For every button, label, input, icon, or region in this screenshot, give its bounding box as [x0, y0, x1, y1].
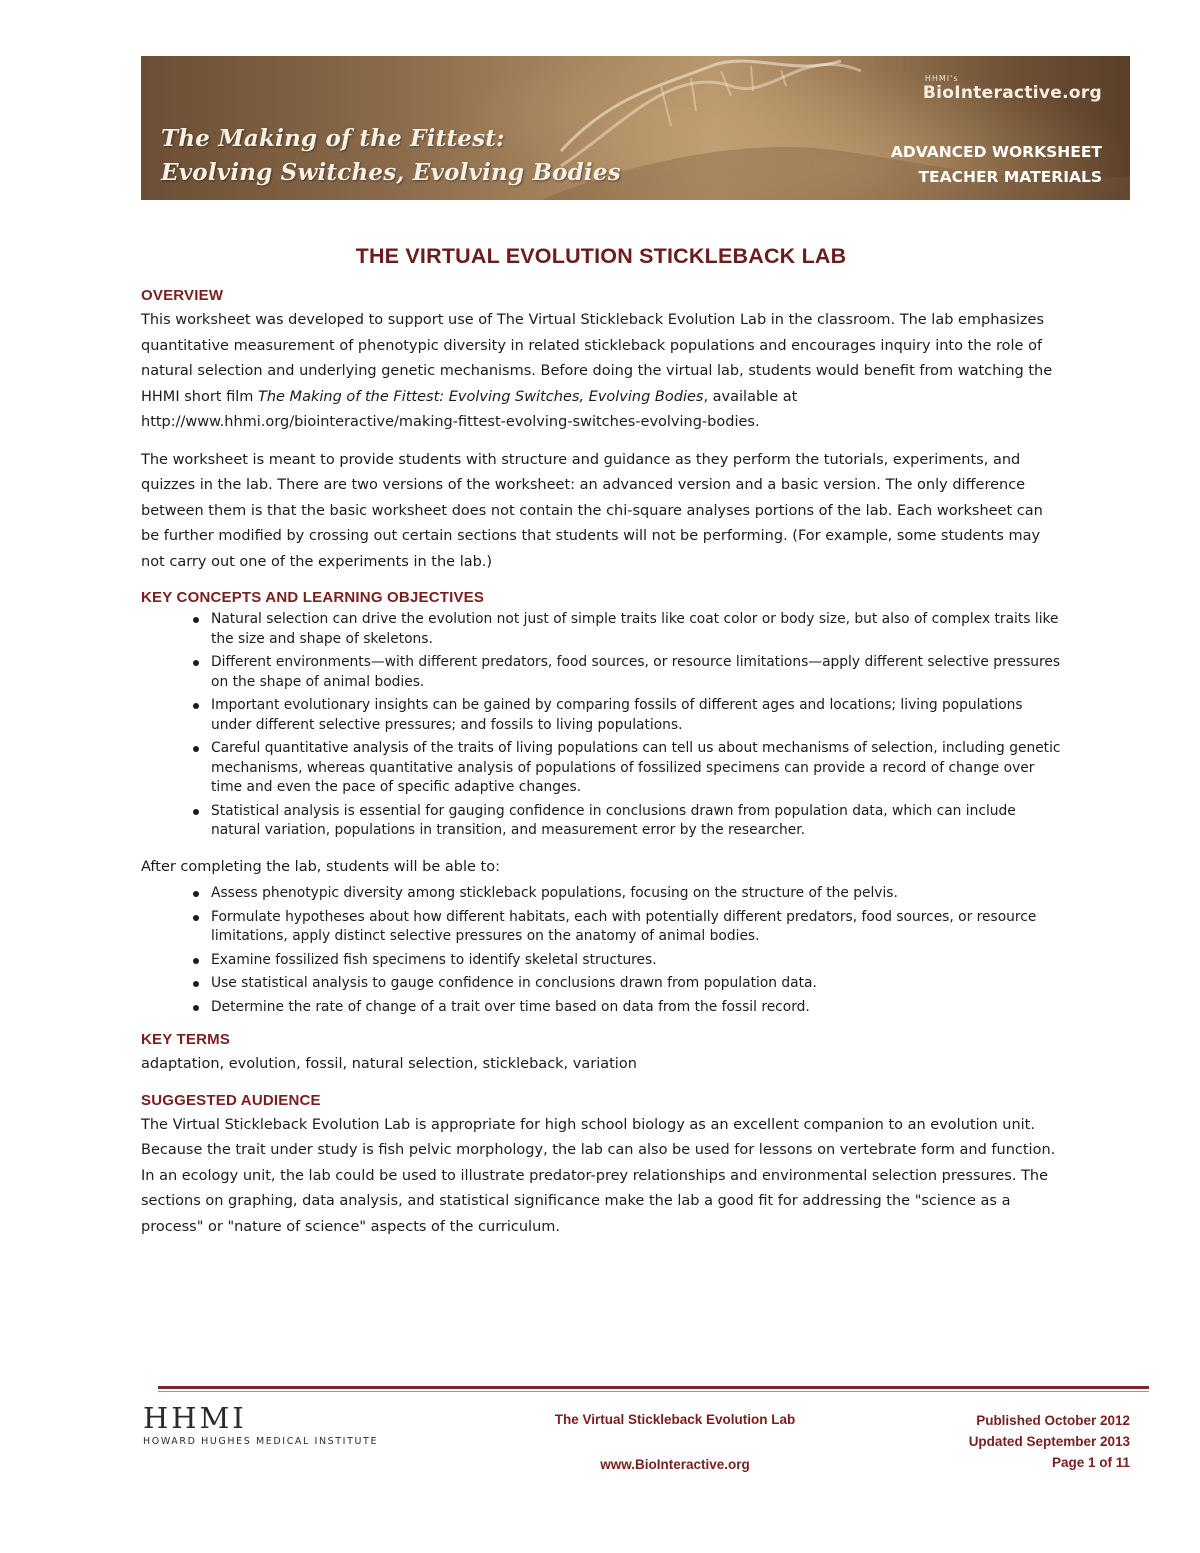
key-terms-text: adaptation, evolution, fossil, natural selection, stickleback, variation — [141, 1056, 637, 1072]
overview-p1-text-a: This worksheet was developed to support use of The Virtual Stickleback Evolution Lab in the classroom. The lab emphasizes quantitative measurement of phenotypic diversity in related stickleback populations and encourages inquiry into the role of natural selection and underlying genetic mechanisms. Before doing the virtual lab, students would benefit from watching the HHMI short film — [141, 312, 1053, 405]
hhmi-logo-text: HHMI — [143, 1401, 247, 1435]
key-concepts-heading: KEY CONCEPTS AND LEARNING OBJECTIVES — [141, 589, 485, 606]
audience-heading: SUGGESTED AUDIENCE — [141, 1091, 321, 1109]
footer-page-number: Page 1 of 11 — [1051, 1455, 1130, 1470]
list-item: Determine the rate of change of a trait over time based on data from the fossil record. — [193, 998, 1061, 1018]
footer-dates — [969, 1410, 1130, 1473]
hhmi-logo-subtext: HOWARD HUGHES MEDICAL INSTITUTE — [143, 1436, 379, 1447]
overview-p1-text-b: , available at http://www.hhmi.org/biointeractive/making-fittest-evolving-switches-evolving-bodies. — [141, 388, 798, 430]
objectives-intro: After completing the lab, students will be able to: — [141, 858, 500, 875]
header-banner — [141, 56, 1130, 200]
document-body — [141, 244, 1061, 1252]
logo-text: BioInteractive.org — [922, 83, 1102, 103]
worksheet-label — [891, 140, 1102, 190]
list-item: Careful quantitative analysis of the traits of living populations can tell us about mechanisms of selection, including genetic mechanisms, whereas quantitative analysis of populations of fossilized specimens can provide a record of change over time and even the pace of specific adaptive changes. — [193, 739, 1061, 798]
key-terms-heading: KEY TERMS — [141, 1031, 231, 1048]
key-concepts-list — [141, 610, 1061, 841]
list-item: Examine fossilized fish specimens to identify skeletal structures. — [193, 951, 1061, 971]
list-item: Use statistical analysis to gauge confidence in conclusions drawn from population data. — [193, 974, 1061, 994]
footer-divider-thin — [158, 1391, 1149, 1392]
list-item: Important evolutionary insights can be gained by comparing fossils of different ages and locations; living populations under different selective pressures; and fossils to living populations. — [193, 696, 1061, 735]
footer-divider — [158, 1386, 1149, 1389]
list-item: Statistical analysis is essential for gauging confidence in conclusions drawn from population data, which can include natural variation, populations in transition, and measurement error by the researcher. — [193, 802, 1061, 841]
audience-text: The Virtual Stickleback Evolution Lab is appropriate for high school biology as an excellent companion to an evolution unit. Because the trait under study is fish pelvic morphology, the lab can also be used for lessons on vertebrate form and function. In an ecology unit, the lab could be used to illustrate predator-prey relationships and environmental selection pressures. The sections on graphing, data analysis, and statistical significance make the lab a good fit for addressing the "science as a process" or "nature of science" aspects of the curriculum. — [141, 1116, 1056, 1235]
objectives-list — [141, 884, 1061, 1017]
list-item: Formulate hypotheses about how different habitats, each with potentially different predators, food sources, or resource limitations, apply distinct selective pressures on the anatomy of animal bodies. — [193, 908, 1061, 947]
footer-published: Published October 2012 — [976, 1413, 1130, 1428]
overview-paragraph-2: The worksheet is meant to provide students with structure and guidance as they perform the tutorials, experiments, and quizzes in the lab. There are two versions of the worksheet: an advanced version and a basic version. The only difference between them is that the basic worksheet does not contain the chi-square analyses portions of the lab. Each worksheet can be further modified by crossing out certain sections that students will not be performing. (For example, some students may not carry out one of the experiments in the lab.) — [141, 451, 1043, 570]
list-item: Assess phenotypic diversity among stickleback populations, focusing on the structure of the pelvis. — [193, 884, 1061, 904]
banner-title-line2: Evolving Switches, Evolving Bodies — [161, 159, 621, 186]
list-item: Natural selection can drive the evolution not just of simple traits like coat color or body size, but also of complex traits like the size and shape of skeletons. — [193, 610, 1061, 649]
document-title: THE VIRTUAL EVOLUTION STICKLEBACK LAB — [355, 244, 847, 268]
worksheet-label-line2: TEACHER MATERIALS — [918, 168, 1102, 186]
footer-website-link[interactable]: www.BioInteractive.org — [600, 1457, 750, 1472]
overview-heading: OVERVIEW — [141, 287, 224, 304]
list-item: Different environments—with different predators, food sources, or resource limitations—apply different selective pressures on the shape of animal bodies. — [193, 653, 1061, 692]
footer-lab-title: The Virtual Stickleback Evolution Lab — [554, 1412, 796, 1427]
worksheet-label-line1: ADVANCED WORKSHEET — [890, 143, 1102, 161]
overview-paragraph-1 — [141, 308, 1061, 436]
banner-title — [161, 122, 621, 190]
overview-film-title: The Making of the Fittest: Evolving Switches, Evolving Bodies — [257, 388, 704, 405]
hhmi-logo — [143, 1402, 378, 1447]
footer-updated: Updated September 2013 — [968, 1434, 1130, 1449]
biointeractive-logo[interactable] — [923, 74, 1102, 103]
logo-hhmi-text: HHMI's — [924, 74, 959, 83]
banner-title-line1: The Making of the Fittest: — [161, 125, 505, 152]
